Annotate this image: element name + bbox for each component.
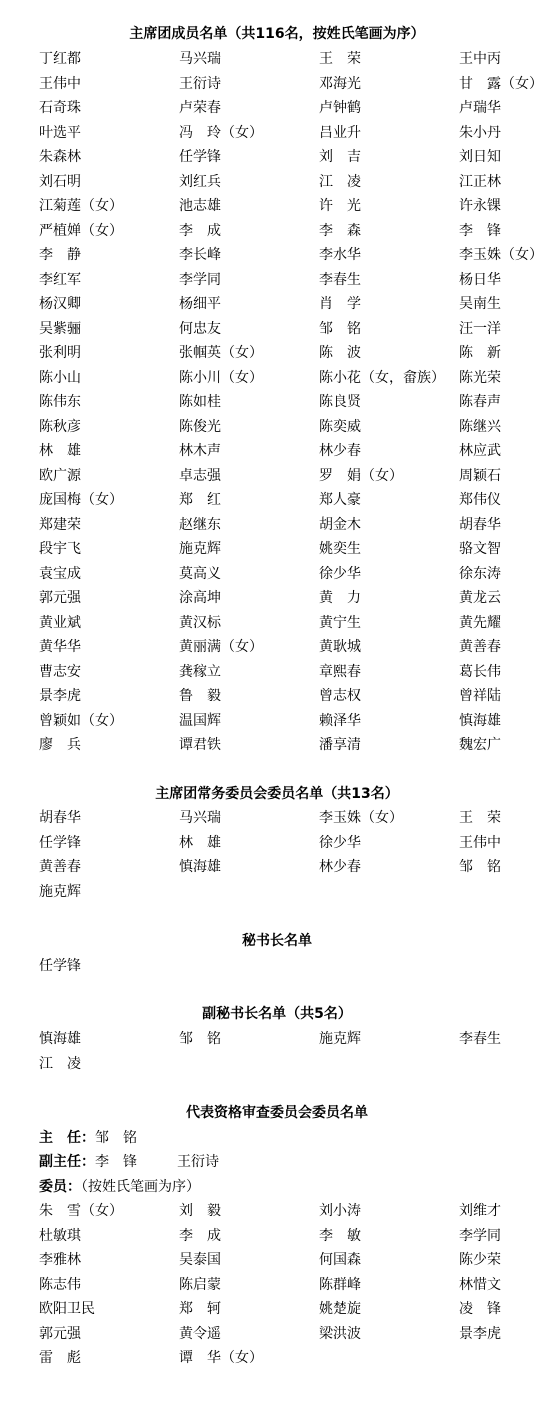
name-cell: 李 锋: [459, 222, 501, 239]
name-cell: 施克辉: [179, 541, 221, 557]
name-cell: 陈俊光: [179, 418, 221, 435]
credentials-committee-title: 代表资格审查委员会委员名单: [186, 1105, 368, 1121]
name-cell: 郭元强: [39, 1325, 81, 1342]
name-cell: 郭元强: [39, 590, 81, 606]
name-cell: 朱森林: [39, 149, 81, 165]
members-line: [39, 1177, 200, 1197]
name-cell: 曹志安: [39, 663, 81, 680]
name-cell: 李玉姝（女）: [319, 810, 403, 826]
name-cell: 慎海雄: [179, 859, 221, 875]
name-cell: 景李虎: [39, 688, 81, 704]
name-cell: 陈小山: [39, 369, 81, 386]
name-cell: 李春生: [319, 271, 361, 288]
name-cell: 骆文智: [459, 541, 501, 557]
name-row: [0, 245, 554, 270]
name-cell: 陈秋彦: [39, 418, 81, 435]
name-cell: 姚楚旋: [319, 1301, 361, 1317]
name-cell: 黄龙云: [459, 590, 501, 606]
name-cell: 肖 学: [319, 296, 361, 312]
name-cell: 段宇飞: [39, 541, 81, 557]
name-cell: 朱小丹: [459, 124, 501, 141]
name-cell: 赵继东: [179, 516, 221, 533]
name-row: [0, 466, 554, 491]
name-cell: 胡春华: [39, 810, 81, 826]
name-cell: 施克辉: [39, 883, 81, 900]
name-cell: 汪一洋: [459, 320, 501, 337]
name-cell: 郑 轲: [179, 1301, 221, 1317]
name-cell: 陈 波: [319, 345, 361, 361]
name-cell: 王伟中: [459, 834, 501, 851]
name-row: [0, 417, 554, 442]
name-cell: 林少春: [319, 859, 361, 875]
name-cell: 陈群峰: [319, 1276, 361, 1293]
name-cell: 梁洪波: [319, 1325, 361, 1342]
name-cell: 王伟中: [39, 75, 81, 92]
name-cell: 陈奕威: [319, 418, 361, 435]
name-cell: 林 雄: [179, 834, 221, 851]
name-cell: 慎海雄: [459, 712, 501, 729]
name-row: [0, 662, 554, 687]
name-row: [0, 1348, 554, 1373]
name-cell: 陈 新: [459, 345, 501, 361]
name-cell: 鲁 毅: [179, 688, 221, 704]
name-cell: 邹 铭: [179, 1031, 221, 1047]
deputy-director-name: 李 锋: [95, 1154, 137, 1170]
name-row: [0, 294, 554, 319]
name-cell: 郑伟仪: [459, 492, 501, 508]
name-cell: 杜敏琪: [39, 1227, 81, 1244]
name-cell: 曾志权: [319, 688, 361, 704]
deputy-secretary-general-name-grid: [0, 1029, 554, 1078]
name-cell: 邹 铭: [319, 320, 361, 337]
name-cell: 徐少华: [319, 834, 361, 851]
name-row: [0, 1275, 554, 1300]
name-cell: 欧阳卫民: [39, 1301, 95, 1317]
name-cell: 李 成: [179, 222, 221, 239]
name-cell: 陈小川（女）: [179, 369, 263, 386]
name-cell: 任学锋: [39, 834, 81, 851]
name-cell: 王中丙: [459, 51, 501, 67]
name-row: [0, 1054, 554, 1079]
name-cell: 姚奕生: [319, 541, 361, 557]
name-row: [0, 515, 554, 540]
standing-committee-name-grid: [0, 808, 554, 906]
standing-committee-title: 主席团常务委员会委员名单（共13名）: [155, 786, 399, 802]
deputy-director-name: 王衍诗: [177, 1154, 219, 1170]
credentials-committee-name-grid: [0, 1201, 554, 1373]
name-cell: 涂高坤: [179, 590, 221, 606]
name-cell: 胡金木: [319, 516, 361, 533]
name-cell: 林少春: [319, 443, 361, 459]
name-cell: 赖泽华: [319, 712, 361, 729]
name-cell: 杨日华: [459, 271, 501, 288]
name-cell: 黄汉标: [179, 614, 221, 631]
name-cell: 慎海雄: [39, 1031, 81, 1047]
secretary-general-title: 秘书长名单: [242, 933, 312, 949]
name-cell: 林木声: [179, 443, 221, 459]
name-cell: 陈良贤: [319, 394, 361, 410]
name-cell: 陈少荣: [459, 1252, 501, 1268]
name-row: [0, 588, 554, 613]
name-cell: 陈启蒙: [179, 1276, 221, 1293]
name-cell: 李长峰: [179, 247, 221, 263]
name-cell: 章熙春: [319, 663, 361, 680]
name-cell: 黄华华: [39, 639, 81, 655]
name-cell: 林 雄: [39, 443, 81, 459]
name-cell: 李学同: [459, 1227, 501, 1244]
name-cell: 黄业斌: [39, 614, 81, 631]
name-cell: 冯 玲（女）: [179, 124, 263, 141]
name-cell: 甘 露（女）: [459, 75, 543, 92]
name-cell: 李水华: [319, 247, 361, 263]
name-cell: 袁宝成: [39, 565, 81, 582]
name-row: [0, 49, 554, 74]
name-cell: 许 光: [319, 198, 361, 214]
name-cell: 曾祥陆: [459, 688, 501, 704]
name-cell: 丁红都: [39, 51, 81, 67]
name-cell: 江正林: [459, 173, 501, 190]
name-cell: 陈如桂: [179, 394, 221, 410]
name-cell: 江 凌: [319, 173, 361, 190]
name-cell: 何国森: [319, 1252, 361, 1268]
name-cell: 莫高义: [179, 565, 221, 582]
director-name: 邹 铭: [95, 1130, 137, 1146]
director-label: 主 任：: [39, 1130, 95, 1146]
name-cell: 李学同: [179, 271, 221, 288]
name-cell: 李 森: [319, 222, 361, 239]
name-row: [0, 882, 554, 907]
name-cell: 郑建荣: [39, 516, 81, 533]
name-row: [0, 441, 554, 466]
name-cell: 许永锞: [459, 198, 501, 214]
name-cell: 廖 兵: [39, 737, 81, 753]
members-note: （按姓氏笔画为序）: [81, 1179, 200, 1195]
name-cell: 陈小花（女，畲族）: [319, 369, 445, 386]
name-cell: 葛长伟: [459, 663, 501, 680]
name-cell: 徐东涛: [459, 565, 501, 582]
name-cell: 邓海光: [319, 75, 361, 92]
name-row: [0, 319, 554, 344]
name-cell: 张帼英（女）: [179, 345, 263, 361]
name-cell: 杨细平: [179, 296, 221, 312]
name-cell: 林惜文: [459, 1276, 501, 1293]
name-cell: 任学锋: [39, 958, 81, 974]
name-cell: 黄先耀: [459, 614, 501, 631]
name-cell: 谭 华（女）: [179, 1350, 263, 1366]
name-cell: 林应武: [459, 443, 501, 459]
name-row: [0, 539, 554, 564]
name-cell: 李 敏: [319, 1227, 361, 1244]
name-cell: 杨汉卿: [39, 296, 81, 312]
name-cell: 景李虎: [459, 1325, 501, 1342]
name-row: [0, 368, 554, 393]
name-row: [0, 343, 554, 368]
name-row: [0, 98, 554, 123]
name-row: [0, 1250, 554, 1275]
name-cell: 陈志伟: [39, 1276, 81, 1293]
name-cell: 江 凌: [39, 1055, 81, 1072]
name-cell: 卢荣春: [179, 100, 221, 116]
name-cell: 徐少华: [319, 565, 361, 582]
name-row: [0, 221, 554, 246]
name-cell: 吴南生: [459, 296, 501, 312]
name-cell: 吴紫骊: [39, 320, 81, 337]
name-row: [0, 1299, 554, 1324]
name-cell: 叶选平: [39, 124, 81, 141]
name-cell: 罗 娟（女）: [319, 467, 403, 484]
name-cell: 黄善春: [39, 859, 81, 875]
name-cell: 魏宏广: [459, 737, 501, 753]
name-row: [0, 74, 554, 99]
name-row: [0, 686, 554, 711]
name-cell: 李红军: [39, 271, 81, 288]
name-row: [0, 147, 554, 172]
name-cell: 马兴瑞: [179, 51, 221, 67]
name-row: [0, 808, 554, 833]
name-cell: 卢瑞华: [459, 100, 501, 116]
name-cell: 任学锋: [179, 149, 221, 165]
director-line: [39, 1128, 137, 1148]
name-cell: 卢钟鹤: [319, 100, 361, 116]
name-cell: 石奇珠: [39, 100, 81, 116]
name-cell: 庞国梅（女）: [39, 492, 123, 508]
name-row: [0, 123, 554, 148]
deputy-secretary-general-title: 副秘书长名单（共5名）: [202, 1006, 352, 1022]
name-cell: 黄耿城: [319, 639, 361, 655]
deputy-director-line: [39, 1152, 219, 1172]
deputy-director-label: 副主任：: [39, 1154, 95, 1170]
name-row: [0, 956, 554, 981]
name-row: [0, 270, 554, 295]
name-cell: 刘小涛: [319, 1203, 361, 1219]
name-row: [0, 1029, 554, 1054]
name-row: [0, 172, 554, 197]
name-cell: 郑人豪: [319, 492, 361, 508]
name-row: [0, 564, 554, 589]
name-cell: 严植婵（女）: [39, 222, 123, 239]
name-cell: 李玉姝（女）: [459, 247, 543, 263]
name-cell: 刘 吉: [319, 149, 361, 165]
name-cell: 周颖石: [459, 467, 501, 484]
name-row: [0, 1201, 554, 1226]
name-row: [0, 637, 554, 662]
name-cell: 李春生: [459, 1031, 501, 1047]
name-cell: 李 静: [39, 247, 81, 263]
name-row: [0, 857, 554, 882]
name-cell: 李 成: [179, 1227, 221, 1244]
name-row: [0, 490, 554, 515]
name-row: [0, 392, 554, 417]
name-cell: 雷 彪: [39, 1350, 81, 1366]
name-cell: 黄丽满（女）: [179, 639, 263, 655]
name-cell: 马兴瑞: [179, 810, 221, 826]
name-cell: 吴泰国: [179, 1252, 221, 1268]
name-cell: 温国辉: [179, 712, 221, 729]
name-cell: 胡春华: [459, 516, 501, 533]
secretary-general-name-grid: [0, 956, 554, 981]
name-cell: 吕业升: [319, 124, 361, 141]
name-cell: 王衍诗: [179, 75, 221, 92]
name-cell: 刘维才: [459, 1203, 501, 1219]
name-cell: 黄令遥: [179, 1325, 221, 1342]
name-cell: 江菊莲（女）: [39, 198, 123, 214]
name-cell: 王 荣: [459, 810, 501, 826]
name-cell: 张利明: [39, 345, 81, 361]
name-cell: 凌 锋: [459, 1301, 501, 1317]
name-cell: 邹 铭: [459, 859, 501, 875]
name-cell: 龚稼立: [179, 663, 221, 680]
name-cell: 施克辉: [319, 1031, 361, 1047]
name-cell: 陈春声: [459, 394, 501, 410]
name-row: [0, 833, 554, 858]
members-label: 委员：: [39, 1179, 81, 1195]
name-row: [0, 196, 554, 221]
name-cell: 池志雄: [179, 198, 221, 214]
name-cell: 朱 雪（女）: [39, 1203, 123, 1219]
name-row: [0, 1324, 554, 1349]
presidium-title: 主席团成员名单（共116名，按姓氏笔画为序）: [129, 26, 425, 42]
name-cell: 黄宁生: [319, 614, 361, 631]
name-row: [0, 613, 554, 638]
name-cell: 王 荣: [319, 51, 361, 67]
name-cell: 卓志强: [179, 467, 221, 484]
name-cell: 刘日知: [459, 149, 501, 165]
name-cell: 欧广源: [39, 467, 81, 484]
name-cell: 陈继兴: [459, 418, 501, 435]
name-cell: 曾颖如（女）: [39, 712, 123, 729]
name-cell: 李雅林: [39, 1252, 81, 1268]
name-row: [0, 735, 554, 760]
name-cell: 郑 红: [179, 492, 221, 508]
name-cell: 陈伟东: [39, 394, 81, 410]
name-cell: 何忠友: [179, 320, 221, 337]
name-row: [0, 711, 554, 736]
name-row: [0, 1226, 554, 1251]
name-cell: 黄 力: [319, 590, 361, 606]
name-cell: 刘石明: [39, 173, 81, 190]
presidium-name-grid: [0, 49, 554, 760]
name-cell: 潘享清: [319, 737, 361, 753]
name-cell: 谭君铁: [179, 737, 221, 753]
name-cell: 刘红兵: [179, 173, 221, 190]
name-cell: 黄善春: [459, 639, 501, 655]
name-cell: 陈光荣: [459, 369, 501, 386]
name-cell: 刘 毅: [179, 1203, 221, 1219]
